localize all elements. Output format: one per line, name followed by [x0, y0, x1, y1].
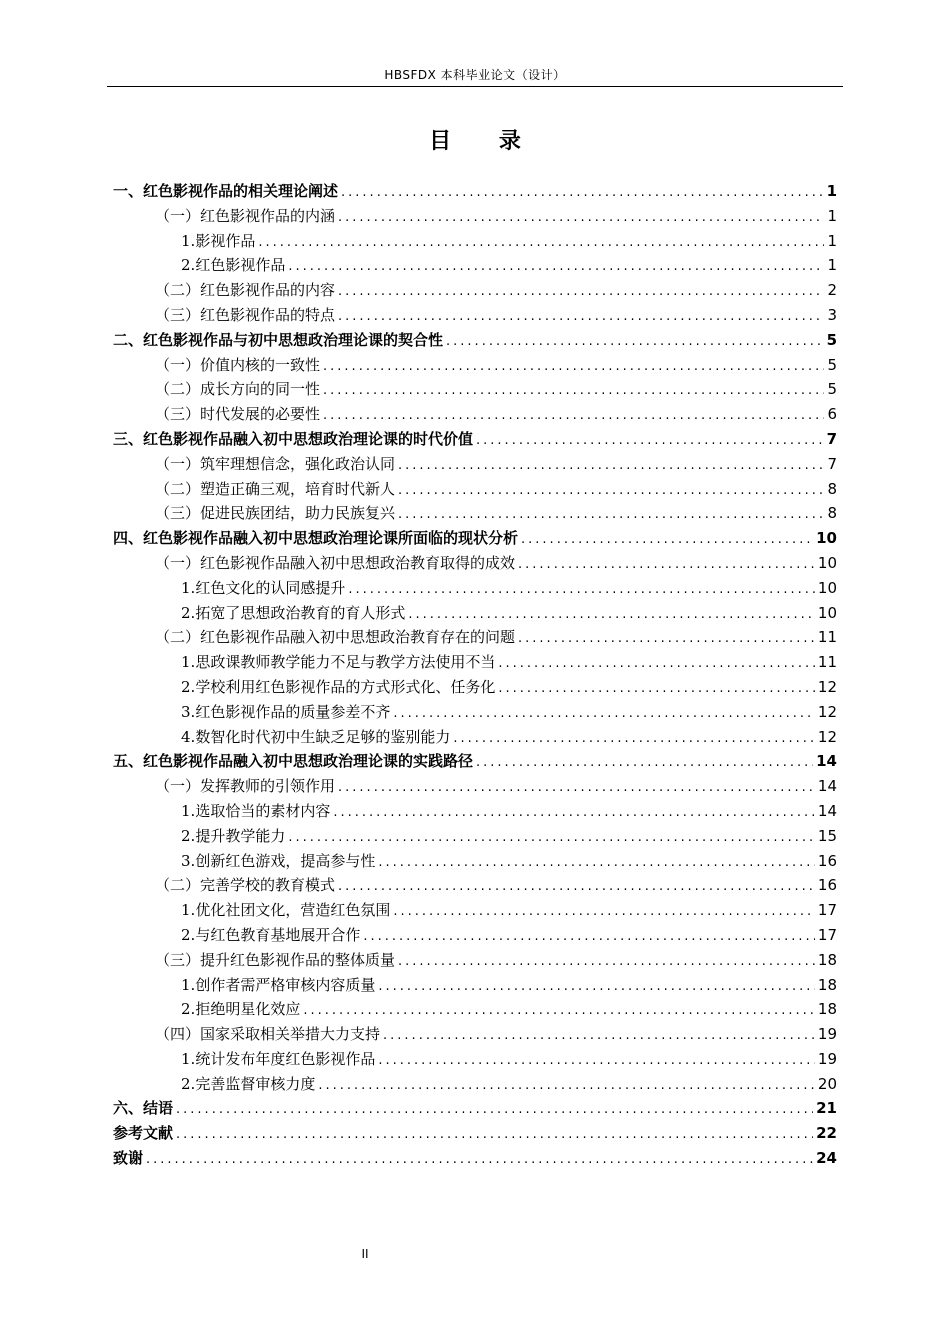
dot-leader — [398, 454, 824, 479]
toc-entry-number: （二） — [155, 628, 201, 647]
toc-entry-page: 14 — [817, 777, 837, 796]
toc-entry[interactable] — [113, 526, 837, 551]
toc-entry-label: 红色文化的认同感提升 — [195, 578, 346, 597]
toc-entry[interactable] — [113, 923, 837, 948]
toc-entry[interactable] — [113, 700, 837, 725]
toc-entry-label: 影视作品 — [195, 231, 256, 250]
toc-entry-label: 红色影视作品的内涵 — [200, 206, 336, 225]
toc-entry[interactable] — [113, 997, 837, 1022]
dot-leader — [393, 900, 815, 925]
toc-entry-page: 8 — [827, 504, 837, 523]
toc-entry-page: 20 — [817, 1074, 837, 1093]
toc-entry-page: 10 — [817, 603, 837, 622]
table-of-contents — [113, 179, 837, 1171]
toc-entry[interactable] — [113, 253, 837, 278]
toc-entry-number: 1. — [181, 231, 196, 250]
dot-leader — [518, 627, 815, 652]
toc-entry-number: 1. — [181, 801, 196, 820]
toc-entry-page: 18 — [817, 950, 837, 969]
toc-entry-page: 12 — [817, 702, 837, 721]
toc-entry-label: 红色影视作品融入初中思想政治理论课所面临的现状分析 — [143, 529, 519, 548]
toc-entry-page: 19 — [817, 1025, 837, 1044]
dot-leader — [498, 652, 815, 677]
footer-page-number: II — [361, 1247, 369, 1261]
toc-entry[interactable] — [113, 675, 837, 700]
toc-entry-page: 5 — [827, 355, 837, 374]
dot-leader — [348, 578, 815, 603]
toc-entry[interactable] — [113, 303, 837, 328]
toc-entry[interactable] — [113, 1047, 837, 1072]
toc-entry-number: 五、 — [113, 752, 144, 771]
toc-entry[interactable] — [113, 427, 837, 452]
toc-entry-page: 10 — [816, 529, 837, 548]
toc-entry[interactable] — [113, 353, 837, 378]
toc-entry-page: 6 — [827, 405, 837, 424]
toc-entry-label: 红色影视作品与初中思想政治理论课的契合性 — [143, 330, 444, 349]
toc-entry-label: 思政课教师教学能力不足与教学方法使用不当 — [195, 653, 496, 672]
dot-leader — [338, 280, 824, 305]
toc-entry-page: 3 — [827, 305, 837, 324]
toc-entry-label: 拒绝明星化效应 — [195, 1000, 301, 1019]
toc-entry-page: 5 — [826, 330, 837, 349]
toc-entry[interactable] — [113, 725, 837, 750]
toc-entry[interactable] — [113, 576, 837, 601]
toc-entry-number: 2. — [181, 256, 196, 275]
toc-entry[interactable] — [113, 1121, 837, 1146]
dot-leader — [398, 950, 815, 975]
toc-entry-label: 红色影视作品的相关理论阐述 — [143, 182, 339, 200]
toc-entry-page: 17 — [817, 925, 837, 944]
toc-entry-page: 7 — [826, 429, 837, 448]
toc-entry-page: 16 — [817, 851, 837, 870]
toc-entry-number: （二） — [155, 876, 201, 895]
toc-entry[interactable] — [113, 402, 837, 427]
toc-entry-number: （三） — [155, 950, 201, 969]
toc-entry-number: 2. — [181, 925, 196, 944]
toc-entry-label: 红色影视作品融入初中思想政治教育取得的成效 — [200, 553, 516, 572]
dot-leader — [446, 330, 824, 355]
toc-entry[interactable] — [113, 973, 837, 998]
toc-entry[interactable] — [113, 377, 837, 402]
dot-leader — [338, 206, 824, 231]
dot-leader — [288, 826, 815, 851]
toc-entry-label: 数智化时代初中生缺乏足够的鉴别能力 — [195, 727, 451, 746]
toc-entry-number: （一） — [155, 206, 201, 225]
toc-entry[interactable] — [113, 1146, 837, 1171]
toc-entry-label: 红色影视作品融入初中思想政治理论课的实践路径 — [143, 752, 474, 771]
toc-entry[interactable] — [113, 601, 837, 626]
toc-entry-number: 2. — [181, 677, 196, 696]
toc-entry-number: （一） — [155, 777, 201, 796]
toc-entry-number: （一） — [155, 454, 201, 473]
dot-leader — [378, 1049, 815, 1074]
toc-entry-label: 致谢 — [113, 1149, 144, 1168]
toc-entry-number: 2. — [181, 603, 196, 622]
toc-entry-number: 1. — [181, 975, 196, 994]
toc-entry-page: 2 — [827, 281, 837, 300]
toc-entry-page: 17 — [817, 901, 837, 920]
dot-leader — [176, 1098, 813, 1123]
toc-entry-label: 红色影视作品融入初中思想政治理论课的时代价值 — [143, 429, 474, 448]
dot-leader — [498, 677, 815, 702]
dot-leader — [521, 528, 813, 553]
toc-entry-page: 11 — [817, 628, 837, 647]
toc-entry-label: 完善监督审核力度 — [195, 1074, 316, 1093]
dot-leader — [341, 181, 824, 206]
dot-leader — [476, 751, 813, 776]
toc-entry[interactable] — [113, 650, 837, 675]
toc-entry-label: 红色影视作品的内容 — [200, 281, 336, 300]
toc-entry[interactable] — [113, 278, 837, 303]
toc-entry-number: 2. — [181, 1000, 196, 1019]
toc-entry-page: 18 — [817, 975, 837, 994]
dot-leader — [398, 479, 824, 504]
toc-entry-number: 3. — [181, 851, 196, 870]
toc-entry[interactable] — [113, 179, 837, 204]
toc-entry-number: 4. — [181, 727, 196, 746]
toc-entry-page: 24 — [816, 1149, 837, 1168]
toc-entry-page: 15 — [817, 826, 837, 845]
toc-entry-number: （一） — [155, 553, 201, 572]
toc-entry-number: 二、 — [113, 330, 144, 349]
toc-entry-page: 11 — [817, 653, 837, 672]
toc-entry-page: 10 — [817, 553, 837, 572]
dot-leader — [333, 801, 815, 826]
toc-entry-label: 学校利用红色影视作品的方式形式化、任务化 — [195, 677, 496, 696]
toc-entry-page: 12 — [817, 677, 837, 696]
toc-entry-label: 成长方向的同一性 — [200, 380, 321, 399]
toc-entry[interactable] — [113, 501, 837, 526]
dot-leader — [323, 404, 824, 429]
toc-entry-number: （三） — [155, 305, 201, 324]
dot-leader — [518, 553, 815, 578]
toc-entry-label: 国家采取相关举措大力支持 — [200, 1025, 381, 1044]
dot-leader — [476, 429, 824, 454]
toc-entry-number: （二） — [155, 281, 201, 300]
toc-entry-label: 红色影视作品 — [195, 256, 286, 275]
toc-entry[interactable] — [113, 824, 837, 849]
dot-leader — [318, 1074, 815, 1099]
dot-leader — [453, 727, 815, 752]
toc-entry[interactable] — [113, 898, 837, 923]
toc-entry-label: 红色影视作品的质量参差不齐 — [195, 702, 391, 721]
toc-entry[interactable] — [113, 551, 837, 576]
dot-leader — [338, 305, 824, 330]
toc-entry-page: 5 — [827, 380, 837, 399]
toc-entry[interactable] — [113, 948, 837, 973]
toc-title: 目 录 — [429, 129, 541, 154]
toc-entry[interactable] — [113, 849, 837, 874]
toc-entry-number: （一） — [155, 355, 201, 374]
dot-leader — [378, 851, 815, 876]
toc-entry-number: 3. — [181, 702, 196, 721]
toc-entry-page: 22 — [816, 1124, 837, 1143]
dot-leader — [323, 379, 824, 404]
toc-entry-label: 提升教学能力 — [195, 826, 286, 845]
toc-entry-number: 四、 — [113, 529, 144, 548]
dot-leader — [288, 255, 824, 280]
toc-entry[interactable] — [113, 749, 837, 774]
toc-entry-page: 1 — [826, 182, 837, 200]
toc-entry-label: 统计发布年度红色影视作品 — [195, 1049, 376, 1068]
toc-entry[interactable] — [113, 328, 837, 353]
toc-entry-number: （三） — [155, 405, 201, 424]
dot-leader — [398, 503, 824, 528]
toc-entry[interactable] — [113, 873, 837, 898]
toc-entry-label: 促进民族团结，助力民族复兴 — [200, 504, 396, 523]
toc-entry-page: 1 — [827, 256, 837, 275]
toc-entry-page: 8 — [827, 479, 837, 498]
page-header: HBSFDX 本科毕业论文（设计） — [384, 68, 566, 82]
toc-entry-page: 14 — [816, 752, 837, 771]
dot-leader — [393, 702, 815, 727]
dot-leader — [146, 1148, 813, 1173]
toc-entry-label: 优化社团文化，营造红色氛围 — [195, 901, 391, 920]
toc-entry-page: 14 — [817, 801, 837, 820]
toc-entry-number: 1. — [181, 901, 196, 920]
toc-entry-page: 19 — [817, 1049, 837, 1068]
toc-entry-number: 一、 — [113, 182, 144, 200]
toc-entry-number: 六、 — [113, 1099, 144, 1118]
toc-entry[interactable] — [113, 774, 837, 799]
toc-entry-page: 7 — [827, 454, 837, 473]
header-divider — [107, 86, 843, 87]
toc-entry-label: 时代发展的必要性 — [200, 405, 321, 424]
toc-entry[interactable] — [113, 799, 837, 824]
dot-leader — [303, 999, 815, 1024]
toc-entry-label: 塑造正确三观，培育时代新人 — [200, 479, 396, 498]
toc-entry-label: 创作者需严格审核内容质量 — [195, 975, 376, 994]
toc-entry-label: 价值内核的一致性 — [200, 355, 321, 374]
dot-leader — [363, 925, 815, 950]
toc-entry-number: （四） — [155, 1025, 201, 1044]
toc-entry-page: 1 — [827, 231, 837, 250]
toc-entry-number: 1. — [181, 653, 196, 672]
dot-leader — [338, 776, 815, 801]
toc-entry-label: 参考文献 — [113, 1124, 174, 1143]
toc-entry-label: 发挥教师的引领作用 — [200, 777, 336, 796]
toc-entry[interactable] — [113, 1096, 837, 1121]
toc-entry-page: 18 — [817, 1000, 837, 1019]
toc-entry-number: 2. — [181, 1074, 196, 1093]
toc-entry-number: （三） — [155, 504, 201, 523]
toc-entry-number: 1. — [181, 578, 196, 597]
toc-entry-label: 结语 — [143, 1099, 174, 1118]
toc-entry[interactable] — [113, 204, 837, 229]
toc-entry-number: 2. — [181, 826, 196, 845]
toc-entry-label: 选取恰当的素材内容 — [195, 801, 331, 820]
toc-entry-number: 三、 — [113, 429, 144, 448]
toc-entry[interactable] — [113, 625, 837, 650]
dot-leader — [258, 231, 824, 256]
dot-leader — [408, 603, 815, 628]
toc-entry[interactable] — [113, 452, 837, 477]
toc-entry[interactable] — [113, 229, 837, 254]
toc-entry[interactable] — [113, 1022, 837, 1047]
toc-entry-page: 12 — [817, 727, 837, 746]
toc-entry-label: 红色影视作品融入初中思想政治教育存在的问题 — [200, 628, 516, 647]
toc-entry-label: 创新红色游戏，提高参与性 — [195, 851, 376, 870]
toc-entry-page: 16 — [817, 876, 837, 895]
toc-entry[interactable] — [113, 1072, 837, 1097]
dot-leader — [378, 975, 815, 1000]
toc-entry-number: （二） — [155, 380, 201, 399]
toc-entry-number: （二） — [155, 479, 201, 498]
dot-leader — [338, 875, 815, 900]
toc-entry-label: 筑牢理想信念，强化政治认同 — [200, 454, 396, 473]
toc-entry-page: 21 — [816, 1099, 837, 1118]
toc-entry-label: 与红色教育基地展开合作 — [195, 925, 361, 944]
toc-entry-page: 1 — [827, 206, 837, 225]
toc-entry-label: 提升红色影视作品的整体质量 — [200, 950, 396, 969]
dot-leader — [383, 1024, 815, 1049]
dot-leader — [176, 1123, 813, 1148]
dot-leader — [323, 355, 824, 380]
toc-entry-label: 完善学校的教育模式 — [200, 876, 336, 895]
toc-entry-label: 拓宽了思想政治教育的育人形式 — [195, 603, 406, 622]
toc-entry-number: 1. — [181, 1049, 196, 1068]
toc-entry-label: 红色影视作品的特点 — [200, 305, 336, 324]
toc-entry[interactable] — [113, 477, 837, 502]
toc-entry-page: 10 — [817, 578, 837, 597]
